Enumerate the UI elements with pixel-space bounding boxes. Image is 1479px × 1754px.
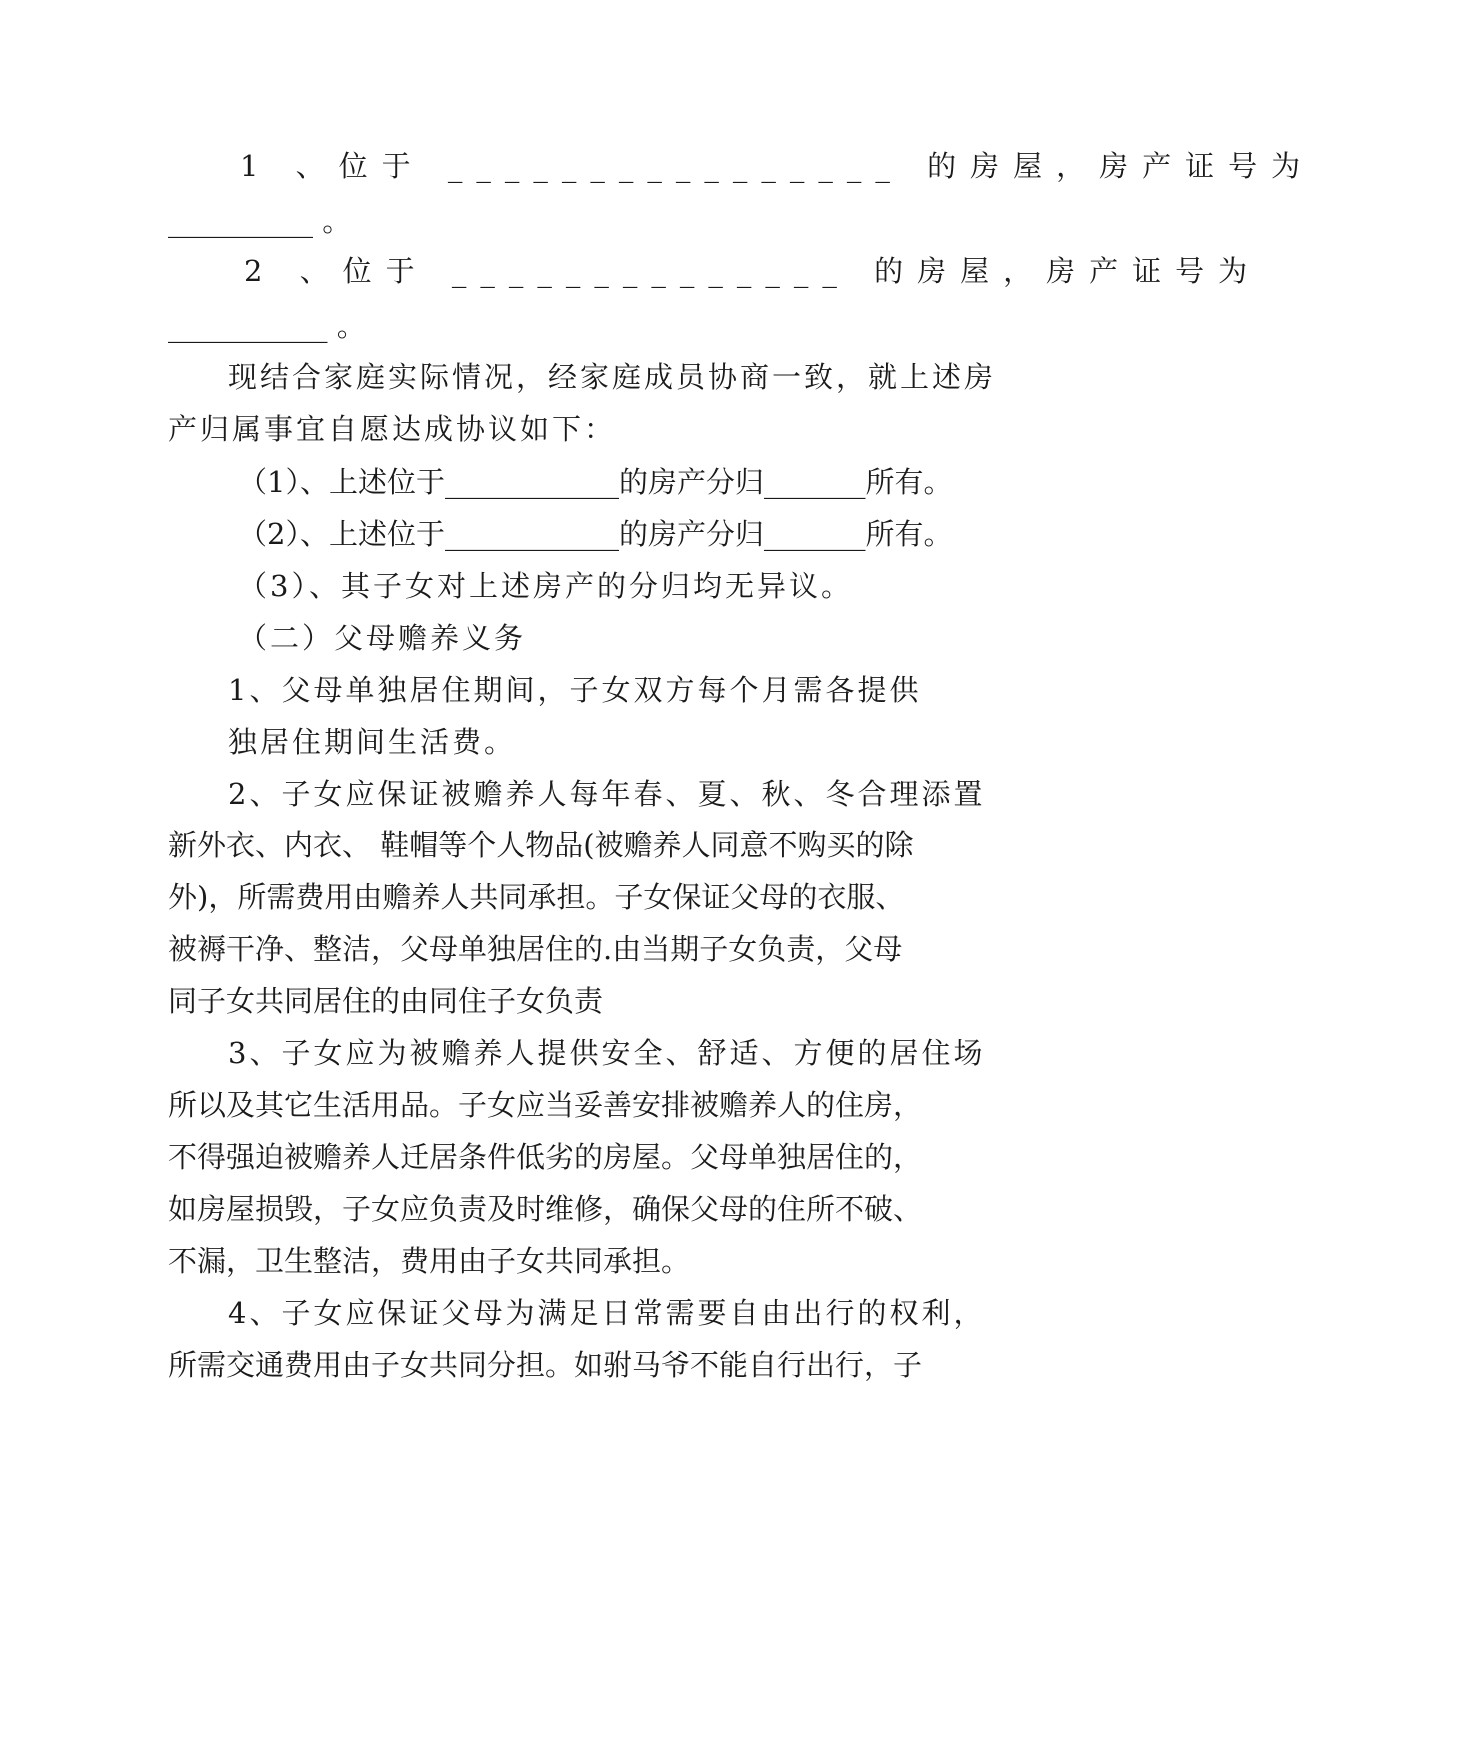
support-item-1-line-2: 独居住期间生活费。 <box>228 725 517 759</box>
property-item-2-line: 2 、位于 ______________ 的房屋，房产证号为 <box>244 254 1262 288</box>
support-item-3-line-5: 不漏，卫生整洁，费用由子女共同承担。 <box>168 1244 691 1278</box>
support-item-3-line-3: 不得强迫被赡养人迁居条件低劣的房屋。父母单独居住的， <box>168 1140 923 1174</box>
property-item-1-line: 1 、位于 ________________ 的房屋，房产证号为 <box>240 149 1315 183</box>
support-item-4-line-2: 所需交通费用由子女共同分担。如驸马爷不能自行出行，子 <box>168 1348 923 1382</box>
support-item-1-line-1: 1、父母单独居住期间，子女双方每个月需各提供 <box>228 673 922 707</box>
property-item-1-continuation: __________ 。 <box>168 204 352 238</box>
support-item-2-line-2: 新外衣、内衣、 鞋帽等个人物品(被赡养人同意不购买的除 <box>168 828 914 862</box>
agreement-intro-line-2: 产归属事宜自愿达成协议如下： <box>168 412 617 446</box>
clause-property-2: （2）、上述位于____________的房产分归_______所有。 <box>238 517 953 551</box>
support-item-4-line-1: 4、子女应保证父母为满足日常需要自由出行的权利， <box>228 1296 986 1330</box>
property-item-2-continuation: ___________ 。 <box>168 309 366 343</box>
clause-property-1: （1）、上述位于____________的房产分归_______所有。 <box>238 465 953 499</box>
support-item-2-line-3: 外)，所需费用由赡养人共同承担。子女保证父母的衣服、 <box>168 880 905 914</box>
agreement-intro-line-1: 现结合家庭实际情况，经家庭成员协商一致，就上述房 <box>228 360 997 394</box>
support-item-2-line-1: 2、子女应保证被赡养人每年春、夏、秋、冬合理添置 <box>228 777 986 811</box>
support-item-3-line-4: 如房屋损毁，子女应负责及时维修，确保父母的住所不破、 <box>168 1192 923 1226</box>
clause-property-3: （3）、其子女对上述房产的分归均无异议。 <box>238 569 853 603</box>
support-item-3-line-1: 3、子女应为被赡养人提供安全、舒适、方便的居住场 <box>228 1036 986 1070</box>
support-item-2-line-5: 同子女共同居住的由同住子女负责 <box>168 984 604 1018</box>
support-item-3-line-2: 所以及其它生活用品。子女应当妥善安排被赡养人的住房， <box>168 1088 923 1122</box>
support-item-2-line-4: 被褥干净、整洁，父母单独居住的.由当期子女负责，父母 <box>168 932 903 966</box>
section-heading-support: （二）父母赡养义务 <box>238 621 527 655</box>
